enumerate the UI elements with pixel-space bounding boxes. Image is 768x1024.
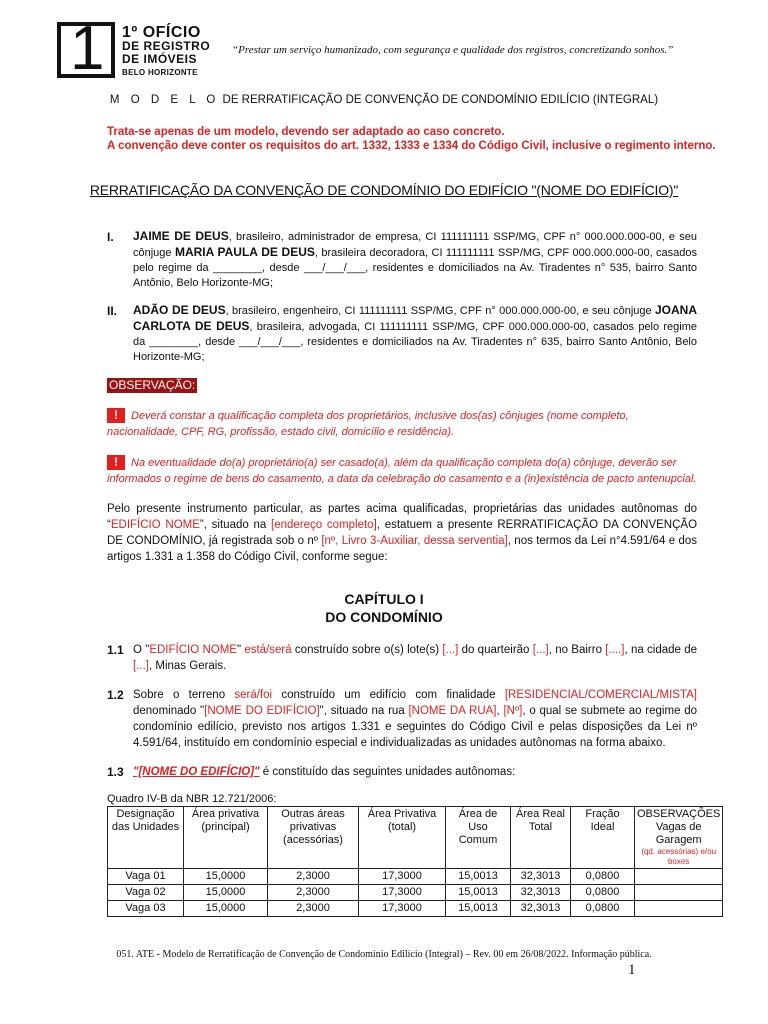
table-cell	[635, 885, 723, 901]
table-cell: 32,3013	[511, 869, 571, 885]
clause-number: 1.1	[107, 643, 124, 657]
table-cell: 15,0000	[184, 901, 268, 917]
column-header: Designação das Unidades	[108, 807, 184, 869]
table-cell: 15,0013	[446, 869, 511, 885]
party-name: JAIME DE DEUS	[133, 229, 229, 243]
spouse-name: MARIA PAULA DE DEUS	[174, 245, 315, 259]
intro-text: , estatuem a presente RERRATIFICAÇÃO DA CONVENÇÃO DE CONDOMÍNIO, já registrada sob o nº	[107, 519, 698, 547]
table-cell: 15,0013	[446, 901, 511, 917]
table-cell: 2,3000	[268, 901, 359, 917]
table-cell: Vaga 01	[108, 869, 184, 885]
column-header: Área de Uso Comum	[446, 807, 511, 869]
table-row	[108, 901, 723, 917]
table-cell: 17,3000	[359, 901, 446, 917]
clause-fragment: "	[236, 644, 245, 656]
party-number: II.	[107, 304, 118, 318]
clause-fragment: do quarteirão	[458, 644, 533, 656]
column-header-label: OBSERVAÇÕES Vagas de Garagem	[637, 808, 721, 846]
note-text: Deverá constar a qualificação completa dos proprietários, inclusive dos(as) cônjuges (nome completo, nacionalidade, CPF, RG, profissão, estado civil, domicílio e residência).	[107, 410, 629, 438]
warning-line-1: Trata-se apenas de um modelo, devendo ser adaptado ao caso concreto.	[107, 126, 505, 138]
column-header: Área privativa (principal)	[184, 807, 268, 869]
placeholder: [NOME DO EDIFÍCIO]	[204, 705, 320, 717]
party-text: , brasileira, advogada, CI 111111111 SSP/MG, CPF 000.000.000-00, casados pelo regime da ________, desde ___/___/___, residentes e domiciliados na Av. Tiradentes n° 635, bairro Santo Antônio, Belo Horizonte-MG;	[133, 321, 697, 363]
placeholder: está/será	[244, 644, 292, 656]
placeholder-address: [endereço completo]	[271, 519, 377, 531]
clause-fragment: , o qual se submete ao regime do condomínio edilício, previsto nos artigos 1.331 e seguintes do Código Civil e pelas disposições da Lei nº 4.591/64, instituído em condomínio especial e individualizadas as unidades autônomas na forma abaixo.	[133, 705, 698, 749]
clause-fragment: Sobre o terreno	[133, 689, 235, 701]
placeholder: [....]	[605, 644, 625, 656]
table-cell: 32,3013	[511, 885, 571, 901]
page-footer: 051. ATE - Modelo de Rerratificação de Convenção de Condomínio Edilício (Integral) – Rev. 00 em 26/08/2022. Informação pública.	[116, 949, 652, 960]
party-text: , brasileira decoradora, CI 111111111 SSP/MG, CPF 000.000.000-00, casados pelo regime da ________, desde ___/___/___, residentes e domiciliados na Av. Tiradentes n° 535, bairro Santo Antônio, Belo Horizonte-MG;	[133, 247, 698, 289]
placeholder: [Nº]	[503, 705, 523, 717]
placeholder-building-name: EDIFÍCIO NOME	[110, 519, 200, 531]
table-cell: 17,3000	[359, 869, 446, 885]
placeholder: EDIFÍCIO NOME	[149, 644, 237, 656]
note	[107, 408, 697, 440]
table-header-row	[108, 807, 723, 869]
party-text: , brasileiro, engenheiro, CI 111111111 SSP/MG, CPF n° 000.000.000-00, e seu cônjuge	[225, 305, 655, 317]
intro-text: , nos termos da Lei n°4.591/64 e dos artigos 1.331 a 1.358 do Código Civil, conforme segue:	[107, 535, 697, 563]
party-name: ADÃO DE DEUS	[133, 303, 226, 317]
table-cell: 0,0800	[571, 869, 635, 885]
table-cell: 15,0000	[184, 885, 268, 901]
column-header-note: (qd. acessórias) e/ou boxes	[641, 847, 717, 866]
table-cell: 0,0800	[571, 901, 635, 917]
chapter-number: CAPÍTULO I	[344, 591, 424, 607]
alert-icon: !	[107, 455, 125, 470]
table-cell	[635, 901, 723, 917]
table-cell: 2,3000	[268, 885, 359, 901]
clause-fragment: , Minas Gerais.	[148, 660, 227, 672]
placeholder: [NOME DA RUA]	[408, 705, 497, 717]
placeholder: será/foi	[234, 689, 273, 701]
intro-text: Pelo presente instrumento particular, as partes acima qualificadas, proprietárias das unidades autônomas do “	[107, 503, 697, 531]
clause-number: 1.2	[107, 688, 124, 702]
placeholder: [...]	[442, 644, 459, 656]
clause-fragment: ", situado na rua	[319, 705, 409, 717]
clause-number: 1.3	[107, 765, 124, 779]
table-caption: Quadro IV-B da NBR 12.721/2006:	[107, 793, 277, 805]
table-cell: 2,3000	[268, 869, 359, 885]
clause-text	[133, 764, 697, 780]
column-header	[635, 807, 723, 869]
clause-fragment: é constituído das seguintes unidades autônomas:	[259, 766, 516, 778]
table-cell: 32,3013	[511, 901, 571, 917]
note-text: Na eventualidade do(a) proprietário(a) ser casado(a), além da qualificação completa do(a) cônjuge, deverão ser informados o regime de bens do casamento, a data da celebração do casamento e a (in)existência de pacto antenupcial.	[107, 457, 697, 485]
logo-line-1: 1º OFÍCIO	[122, 24, 201, 41]
column-header: Outras áreas privativas (acessórias)	[268, 807, 359, 869]
table-row	[108, 885, 723, 901]
clause-fragment: construído um edifício com finalidade	[272, 689, 505, 701]
model-title	[0, 94, 768, 106]
page-number: 1	[628, 962, 636, 978]
column-header: Área Privativa (total)	[359, 807, 446, 869]
intro-text: ”, situado na	[199, 519, 272, 531]
chapter-title: DO CONDOMÍNIO	[325, 609, 443, 625]
table-cell: 15,0000	[184, 869, 268, 885]
party-qualification	[133, 229, 697, 291]
party-qualification	[133, 303, 697, 365]
logo-line-2: DE REGISTRO	[122, 39, 211, 53]
table-cell: 15,0013	[446, 885, 511, 901]
model-title-rest: DE RERRATIFICAÇÃO DE CONVENÇÃO DE CONDOMÍNIO EDILÍCIO (INTEGRAL)	[219, 94, 659, 106]
clause-fragment: , na cidade de	[624, 644, 697, 656]
table-cell: 17,3000	[359, 885, 446, 901]
placeholder: [...]	[133, 660, 149, 672]
warning-line-2: A convenção deve conter os requisitos do art. 1332, 1333 e 1334 do Código Civil, inclusive o regimento interno.	[107, 140, 716, 152]
clause-fragment: ,	[496, 705, 504, 717]
placeholder-registration: [nº, Livro 3-Auxiliar, dessa serventia]	[321, 535, 508, 547]
alert-icon: !	[107, 408, 125, 423]
logo-number: 1	[70, 14, 105, 83]
party-text: , brasileiro, administrador de empresa, CI 111111111 SSP/MG, CPF n° 000.000.000-00, e seu cônjuge	[133, 231, 697, 259]
table-cell: Vaga 02	[108, 885, 184, 901]
spouse-name: JOANA CARLOTA DE DEUS	[133, 303, 697, 333]
placeholder: "[NOME DO EDIFÍCIO]"	[133, 766, 260, 778]
motto: “Prestar um serviço humanizado, com segurança e qualidade dos registros, concretizando sonhos.”	[232, 44, 674, 56]
logo-line-3: DE IMÓVEIS	[122, 52, 198, 66]
logo-wordmark	[122, 26, 210, 80]
logo-line-4: BELO HORIZONTE	[122, 68, 198, 77]
clause-fragment: , no Bairro	[548, 644, 606, 656]
intro-paragraph	[107, 501, 697, 565]
placeholder: [...]	[532, 644, 549, 656]
clause-text	[133, 642, 697, 674]
observation-label: OBSERVAÇÃO:	[109, 378, 196, 392]
party-number: I.	[107, 230, 114, 244]
table-row	[108, 869, 723, 885]
column-header: Fração Ideal	[571, 807, 635, 869]
table-cell: Vaga 03	[108, 901, 184, 917]
main-title: RERRATIFICAÇÃO DA CONVENÇÃO DE CONDOMÍNIO DO EDIFÍCIO "(NOME DO EDIFÍCIO)"	[89, 182, 679, 198]
note	[107, 455, 697, 487]
clause-fragment: O "	[133, 644, 150, 656]
table-cell	[635, 869, 723, 885]
placeholder: [RESIDENCIAL/COMERCIAL/MISTA]	[504, 689, 697, 701]
column-header: Área Real Total	[511, 807, 571, 869]
units-table	[107, 806, 723, 917]
warning-block	[107, 125, 716, 153]
clause-fragment: construído sobre o(s) lote(s)	[291, 644, 443, 656]
clause-fragment: denominado "	[133, 705, 205, 717]
table-cell: 0,0800	[571, 885, 635, 901]
model-title-spaced: M O D E L O	[109, 94, 220, 106]
chapter-heading	[0, 590, 768, 626]
clause-text	[133, 687, 697, 751]
